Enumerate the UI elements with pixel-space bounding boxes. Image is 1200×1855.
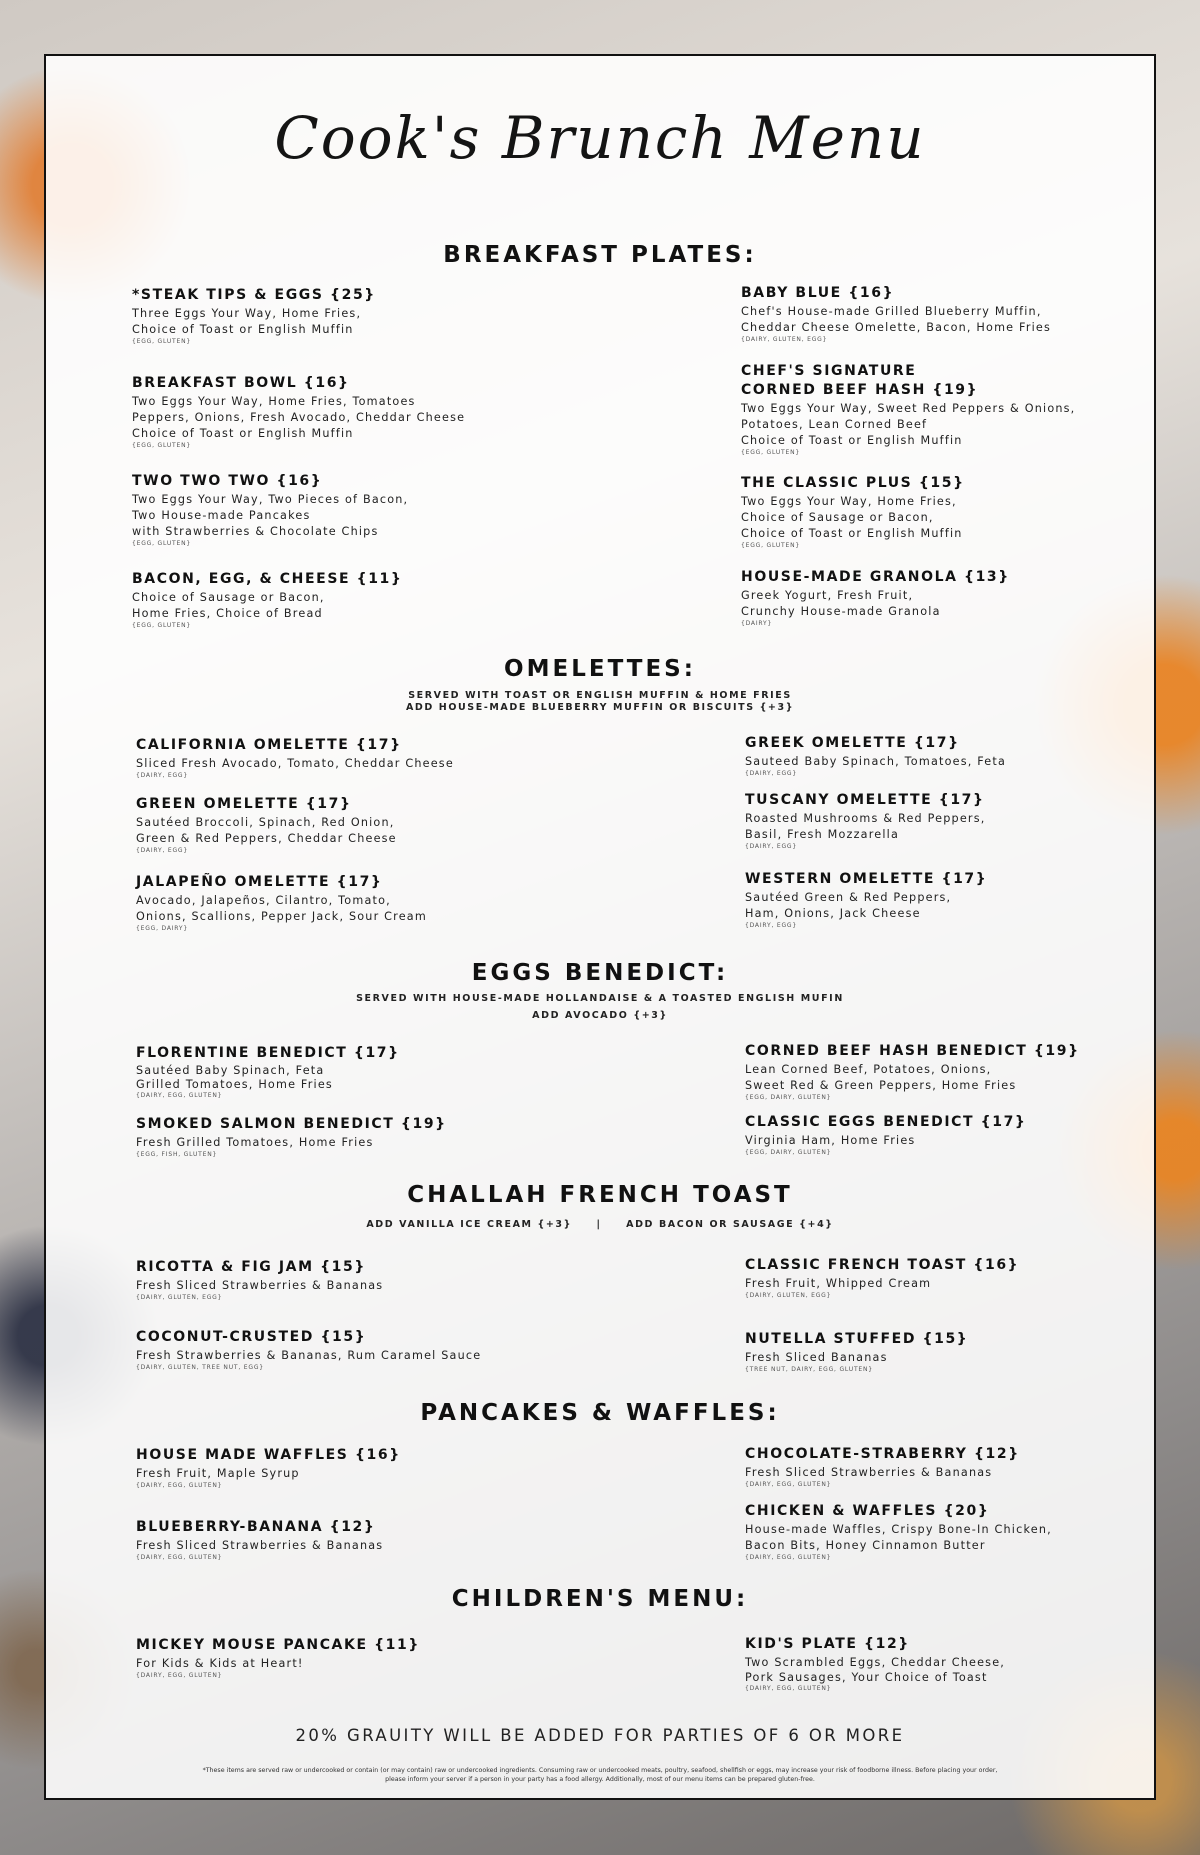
- section-note: ADD AVOCADO {+3}: [532, 1010, 668, 1021]
- menu-item: [136, 1115, 516, 1159]
- item-description: Choice of Sausage or Bacon, Home Fries, Choice of Bread: [132, 591, 325, 620]
- item-description: Fresh Fruit, Maple Syrup: [136, 1467, 300, 1480]
- item-allergens: {DAIRY, GLUTEN, EGG}: [745, 1292, 832, 1299]
- item-allergens: {DAIRY, EGG}: [745, 843, 797, 850]
- item-description: Lean Corned Beef, Potatoes, Onions, Sweet Red & Green Peppers, Home Fries: [745, 1063, 1017, 1092]
- item-allergens: {DAIRY, GLUTEN, TREE NUT, EGG}: [136, 1364, 264, 1371]
- menu-item: [136, 1636, 516, 1680]
- item-allergens: {DAIRY, EGG, GLUTEN}: [745, 1685, 832, 1692]
- item-allergens: {DAIRY, GLUTEN, EGG}: [741, 336, 828, 343]
- item-allergens: {DAIRY, EGG, GLUTEN}: [136, 1672, 223, 1679]
- item-name: TWO TWO TWO {16}: [132, 473, 323, 489]
- item-allergens: {DAIRY, EGG}: [136, 847, 188, 854]
- item-name: CLASSIC FRENCH TOAST {16}: [745, 1257, 1020, 1273]
- item-description: Roasted Mushrooms & Red Peppers, Basil, Fresh Mozzarella: [745, 812, 986, 841]
- gratuity-notice: 20% GRAUITY WILL BE ADDED FOR PARTIES OF 6 OR MORE: [295, 1726, 905, 1745]
- item-allergens: {EGG, FISH, GLUTEN}: [136, 1151, 218, 1158]
- item-description: House-made Waffles, Crispy Bone-In Chicken, Bacon Bits, Honey Cinnamon Butter: [745, 1523, 1052, 1552]
- item-allergens: {EGG, GLUTEN}: [741, 449, 800, 456]
- item-description: Two Scrambled Eggs, Cheddar Cheese, Pork Sausages, Your Choice of Toast: [745, 1656, 1006, 1684]
- item-description: Fresh Sliced Strawberries & Bananas: [136, 1279, 384, 1292]
- item-allergens: {EGG, GLUTEN}: [132, 442, 191, 449]
- item-description: Sautéed Broccoli, Spinach, Red Onion, Green & Red Peppers, Cheddar Cheese: [136, 816, 397, 845]
- item-name: FLORENTINE BENEDICT {17}: [136, 1045, 400, 1061]
- menu-item: [745, 1256, 1125, 1300]
- item-name: CHICKEN & WAFFLES {20}: [745, 1503, 990, 1519]
- item-allergens: {EGG, DAIRY, GLUTEN}: [745, 1094, 832, 1101]
- item-allergens: {EGG, GLUTEN}: [132, 540, 191, 547]
- item-name: SMOKED SALMON BENEDICT {19}: [136, 1116, 447, 1132]
- item-description: For Kids & Kids at Heart!: [136, 1657, 304, 1670]
- menu-item: [745, 791, 1125, 851]
- menu-item: [136, 1328, 516, 1372]
- item-name: CHEF'S SIGNATURE CORNED BEEF HASH {19}: [741, 363, 979, 398]
- item-name: MICKEY MOUSE PANCAKE {11}: [136, 1637, 420, 1653]
- section-title-children: CHILDREN'S MENU:: [451, 1586, 749, 1612]
- menu-item: [741, 362, 1131, 457]
- menu-item: [745, 1445, 1145, 1489]
- menu-item: [745, 734, 1125, 778]
- item-description: Fresh Sliced Bananas: [745, 1351, 888, 1364]
- menu-item: [745, 1330, 1125, 1374]
- item-allergens: {DAIRY, GLUTEN, EGG}: [136, 1294, 223, 1301]
- item-allergens: {DAIRY, EGG}: [745, 770, 797, 777]
- item-name: BACON, EGG, & CHEESE {11}: [132, 571, 403, 587]
- menu-item: [741, 568, 1131, 628]
- section-title-breakfast: BREAKFAST PLATES:: [443, 242, 757, 268]
- item-name: CALIFORNIA OMELETTE {17}: [136, 737, 402, 753]
- item-name: COCONUT-CRUSTED {15}: [136, 1329, 367, 1345]
- section-title-french-toast: CHALLAH FRENCH TOAST: [407, 1182, 793, 1208]
- menu-item: [136, 795, 516, 855]
- item-description: Sautéed Green & Red Peppers, Ham, Onions, Jack Cheese: [745, 891, 952, 920]
- item-description: Virginia Ham, Home Fries: [745, 1134, 916, 1147]
- item-description: Sautéed Baby Spinach, Feta Grilled Tomatoes, Home Fries: [136, 1064, 333, 1091]
- menu-item: [136, 1258, 516, 1302]
- menu-item: [136, 736, 516, 780]
- item-description: Fresh Sliced Strawberries & Bananas: [136, 1539, 384, 1552]
- disclaimer: *These items are served raw or undercooked or contain (or may contain) raw or undercooked ingredients. Consuming raw or undercooked meats, poultry, seafood, shellfish or eggs, may increase your risk of foodborne illness. Before placing your order, please inform your server if a person in your party has a food allergy. Additionally, most of our menu items can be prepared gluten-free.: [202, 1767, 998, 1783]
- item-name: KID'S PLATE {12}: [745, 1636, 910, 1652]
- item-description: Greek Yogurt, Fresh Fruit, Crunchy House-made Granola: [741, 589, 941, 618]
- item-name: BABY BLUE {16}: [741, 285, 895, 301]
- item-description: Three Eggs Your Way, Home Fries, Choice of Toast or English Muffin: [132, 307, 362, 336]
- item-allergens: {DAIRY, EGG}: [136, 772, 188, 779]
- item-name: GREEK OMELETTE {17}: [745, 735, 960, 751]
- item-name: THE CLASSIC PLUS {15}: [741, 475, 965, 491]
- item-description: Chef's House-made Grilled Blueberry Muffin, Cheddar Cheese Omelette, Bacon, Home Fries: [741, 305, 1052, 334]
- item-description: Two Eggs Your Way, Sweet Red Peppers & Onions, Potatoes, Lean Corned Beef Choice of Toast or English Muffin: [741, 402, 1076, 447]
- item-name: CORNED BEEF HASH BENEDICT {19}: [745, 1043, 1080, 1059]
- item-description: Avocado, Jalapeños, Cilantro, Tomato, Onions, Scallions, Pepper Jack, Sour Cream: [136, 894, 427, 923]
- item-description: Two Eggs Your Way, Home Fries, Choice of Sausage or Bacon, Choice of Toast or English Muffin: [741, 495, 963, 540]
- item-description: Fresh Fruit, Whipped Cream: [745, 1277, 932, 1290]
- item-description: Fresh Grilled Tomatoes, Home Fries: [136, 1136, 374, 1149]
- item-description: Fresh Strawberries & Bananas, Rum Caramel Sauce: [136, 1349, 482, 1362]
- item-name: BLUEBERRY-BANANA {12}: [136, 1519, 376, 1535]
- item-name: *STEAK TIPS & EGGS {25}: [132, 287, 376, 303]
- item-allergens: {EGG, GLUTEN}: [741, 542, 800, 549]
- item-description: Two Eggs Your Way, Two Pieces of Bacon, Two House-made Pancakes with Strawberries & Chocolate Chips: [132, 493, 409, 538]
- menu-card: [44, 54, 1156, 1800]
- menu-item: [745, 1502, 1145, 1562]
- menu-item: [132, 374, 492, 450]
- item-allergens: {DAIRY, EGG, GLUTEN}: [745, 1554, 832, 1561]
- item-name: GREEN OMELETTE {17}: [136, 796, 352, 812]
- item-name: BREAKFAST BOWL {16}: [132, 375, 350, 391]
- item-name: TUSCANY OMELETTE {17}: [745, 792, 985, 808]
- item-description: Sauteed Baby Spinach, Tomatoes, Feta: [745, 755, 1007, 768]
- menu-item: [745, 1113, 1145, 1157]
- item-name: HOUSE-MADE GRANOLA {13}: [741, 569, 1010, 585]
- item-description: Two Eggs Your Way, Home Fries, Tomatoes Peppers, Onions, Fresh Avocado, Cheddar Cheese Choice of Toast or English Muffin: [132, 395, 466, 440]
- menu-item: [136, 873, 516, 933]
- menu-item: [745, 1042, 1145, 1102]
- item-allergens: {TREE NUT, DAIRY, EGG, GLUTEN}: [745, 1366, 873, 1373]
- menu-item: [136, 1446, 516, 1490]
- item-description: Fresh Sliced Strawberries & Bananas: [745, 1466, 993, 1479]
- item-name: RICOTTA & FIG JAM {15}: [136, 1259, 366, 1275]
- item-allergens: {DAIRY, EGG, GLUTEN}: [136, 1554, 223, 1561]
- item-allergens: {EGG, DAIRY}: [136, 925, 188, 932]
- item-allergens: {EGG, GLUTEN}: [132, 622, 191, 629]
- section-note: ADD VANILLA ICE CREAM {+3} | ADD BACON OR SAUSAGE {+4}: [366, 1219, 834, 1230]
- section-title-pancakes: PANCAKES & WAFFLES:: [420, 1400, 780, 1426]
- section-note: SERVED WITH TOAST OR ENGLISH MUFFIN & HOME FRIES: [408, 690, 792, 701]
- menu-item: [132, 472, 492, 548]
- section-note: SERVED WITH HOUSE-MADE HOLLANDAISE & A TOASTED ENGLISH MUFIN: [356, 993, 844, 1004]
- section-note: ADD HOUSE-MADE BLUEBERRY MUFFIN OR BISCUITS {+3}: [405, 702, 795, 713]
- menu-item: [741, 284, 1131, 344]
- item-name: WESTERN OMELETTE {17}: [745, 871, 988, 887]
- item-allergens: {DAIRY, EGG, GLUTEN}: [136, 1482, 223, 1489]
- item-name: CLASSIC EGGS BENEDICT {17}: [745, 1114, 1027, 1130]
- item-allergens: {EGG, DAIRY, GLUTEN}: [745, 1149, 832, 1156]
- menu-item: [741, 474, 1131, 550]
- menu-item: [745, 1635, 1145, 1693]
- menu-item: [132, 286, 492, 346]
- item-name: NUTELLA STUFFED {15}: [745, 1331, 969, 1347]
- item-name: HOUSE MADE WAFFLES {16}: [136, 1447, 401, 1463]
- item-allergens: {DAIRY, EGG, GLUTEN}: [136, 1092, 223, 1099]
- item-name: JALAPEÑO OMELETTE {17}: [136, 874, 383, 890]
- section-title-benedict: EGGS BENEDICT:: [471, 960, 729, 986]
- menu-item: [136, 1518, 516, 1562]
- item-allergens: {DAIRY, EGG, GLUTEN}: [745, 1481, 832, 1488]
- item-allergens: {EGG, GLUTEN}: [132, 338, 191, 345]
- item-name: CHOCOLATE-STRABERRY {12}: [745, 1446, 1020, 1462]
- item-allergens: {DAIRY}: [741, 620, 773, 627]
- menu-item: [136, 1044, 516, 1100]
- menu-item: [745, 870, 1125, 930]
- item-description: Sliced Fresh Avocado, Tomato, Cheddar Cheese: [136, 757, 454, 770]
- menu-title: Cook's Brunch Menu: [274, 104, 926, 172]
- item-allergens: {DAIRY, EGG}: [745, 922, 797, 929]
- menu-item: [132, 570, 492, 630]
- section-title-omelettes: OMELETTES:: [504, 656, 696, 682]
